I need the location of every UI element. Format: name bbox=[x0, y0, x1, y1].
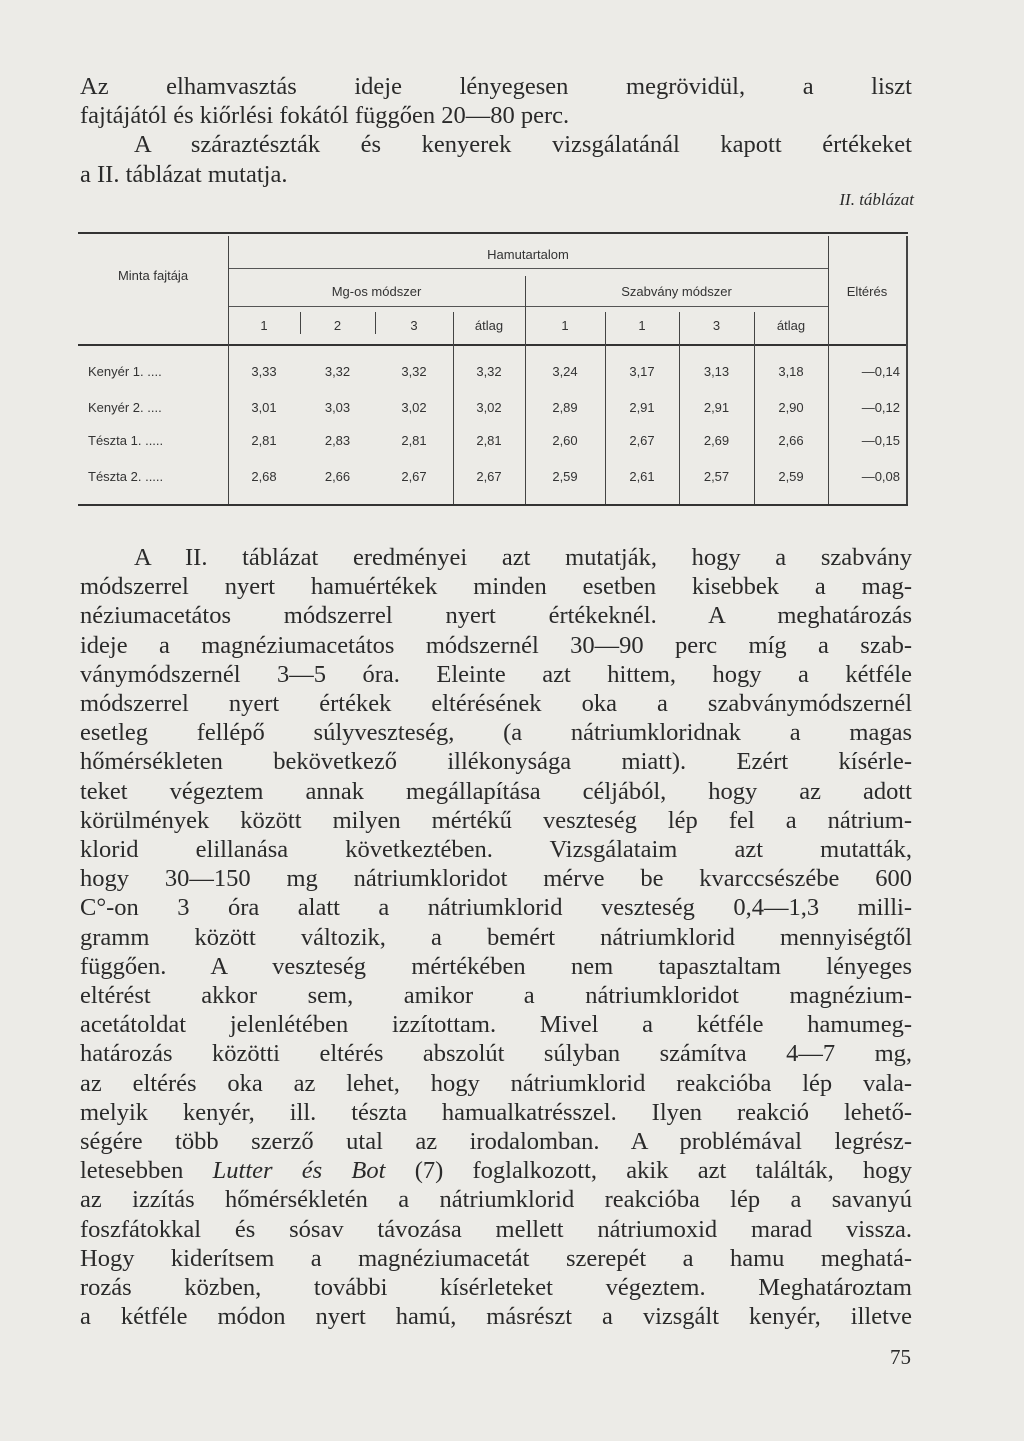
text-fragment: letesebben bbox=[80, 1157, 213, 1185]
header-ash-content: Hamutartalom bbox=[487, 247, 569, 262]
table-rule bbox=[228, 306, 828, 307]
text-line: a kétféle módon nyert hamú, másrészt a vizsgált kenyér, illetve bbox=[80, 1303, 912, 1331]
table-cell-diff: —0,12 bbox=[861, 400, 900, 415]
table-cell: 2,66 bbox=[778, 433, 804, 448]
header-standard-method: Szabvány módszer bbox=[621, 284, 732, 299]
table-row-label: Kenyér 2. .... bbox=[88, 400, 162, 415]
table-cell: 3,13 bbox=[703, 364, 730, 379]
table-cell: 3,03 bbox=[324, 400, 351, 415]
text-line: esetleg fellépő súlyveszteség, (a nátriumkloridnak a magas bbox=[80, 719, 912, 747]
table-cell: 3,32 bbox=[476, 364, 502, 379]
table-cell: 3,24 bbox=[552, 364, 578, 379]
text-line: eltérést akkor sem, amikor a nátriumkloridot magnézium- bbox=[80, 982, 912, 1010]
table-cell: 2,91 bbox=[703, 400, 730, 415]
text-line: néziumacetátos módszerrel nyert értékeknél. A meghatározás bbox=[80, 602, 912, 630]
text-line: módszerrel nyert értékek eltérésének oka a szabványmódszernél bbox=[80, 690, 912, 718]
table-cell: 2,68 bbox=[251, 469, 277, 484]
table-cell: 2,90 bbox=[778, 400, 804, 415]
text-line: acetátoldat jelenlétében izzítottam. Mivel a kétféle hamumeg- bbox=[80, 1011, 912, 1039]
subheader: átlag bbox=[474, 318, 504, 333]
table-cell: 2,89 bbox=[552, 400, 578, 415]
table-top-rule bbox=[78, 232, 908, 234]
text-line: rozás közben, további kísérleteket végeztem. Meghatároztam bbox=[80, 1274, 912, 1302]
table-cell: 2,81 bbox=[476, 433, 502, 448]
text-line: módszerrel nyert hamuértékek minden esetben kisebbek a mag- bbox=[80, 573, 912, 601]
table-cell: 3,18 bbox=[778, 364, 804, 379]
results-paragraph bbox=[80, 543, 912, 1331]
text-line: az izzítás hőmérsékletén a nátriumklorid reakcióba lép a savanyú bbox=[80, 1186, 912, 1214]
table-cell: 3,02 bbox=[476, 400, 502, 415]
table-cell: 3,01 bbox=[251, 400, 277, 415]
text-line: Az elhamvasztás ideje lényegesen megrövidül, a liszt bbox=[80, 73, 912, 100]
table-caption: II. táblázat bbox=[839, 190, 914, 209]
text-line: ségére több szerző utal az irodalomban. A problémával legrész- bbox=[80, 1128, 912, 1156]
table-rule bbox=[906, 236, 908, 504]
table-cell: 3,32 bbox=[324, 364, 351, 379]
header-difference: Eltérés bbox=[846, 284, 888, 299]
subheader: 2 bbox=[333, 318, 342, 333]
header-sample-type: Minta fajtája bbox=[117, 268, 189, 283]
table-cell: 2,81 bbox=[251, 433, 277, 448]
table-cell: 2,67 bbox=[401, 469, 427, 484]
text-line: Hogy kiderítsem a magnéziumacetát szerepét a hamu meghatá- bbox=[80, 1244, 912, 1272]
text-line: C°-on 3 óra alatt a nátriumklorid veszteség 0,4—1,3 milli- bbox=[80, 894, 912, 922]
header-mg-method: Mg-os módszer bbox=[331, 284, 422, 299]
table-cell: 2,59 bbox=[552, 469, 578, 484]
subheader: átlag bbox=[776, 318, 806, 333]
text-line: körülmények között milyen mértékű veszteség lép fel a nátrium- bbox=[80, 806, 912, 834]
intro-paragraph bbox=[80, 72, 912, 189]
ash-content-table bbox=[78, 232, 908, 506]
author-names: Lutter és Bot bbox=[212, 1157, 386, 1185]
table-cell: 2,60 bbox=[552, 433, 578, 448]
table-cell: 2,57 bbox=[703, 469, 730, 484]
subheader: 3 bbox=[712, 318, 721, 333]
table-row-label: Kenyér 1. .... bbox=[88, 364, 162, 379]
subheader: 1 bbox=[260, 318, 268, 333]
table-row-label: Tészta 2. ..... bbox=[88, 469, 164, 484]
table-cell: 3,17 bbox=[629, 364, 655, 379]
table-cell: 3,33 bbox=[251, 364, 277, 379]
table-cell: 2,91 bbox=[629, 400, 655, 415]
table-cell-diff: —0,08 bbox=[861, 469, 900, 484]
text-line: függően. A veszteség mértékében nem tapasztaltam lényeges bbox=[80, 952, 912, 980]
text-line: melyik kenyér, ill. tészta hamualkatrésszel. Ilyen reakció lehető- bbox=[80, 1098, 912, 1126]
subheader: 1 bbox=[638, 318, 646, 333]
text-line: A II. táblázat eredményei azt mutatják, hogy a szabvány bbox=[134, 544, 912, 571]
table-cell: 3,02 bbox=[401, 400, 427, 415]
table-cell-diff: —0,14 bbox=[861, 364, 900, 379]
table-bottom-rule bbox=[78, 504, 908, 506]
table-cell: 2,83 bbox=[324, 433, 351, 448]
text-fragment: (7) foglalkozott, akik azt találták, hogy bbox=[385, 1157, 912, 1185]
table-cell: 2,67 bbox=[476, 469, 502, 484]
text-line: fajtájától és kiőrlési fokától függően 20—80 perc. bbox=[80, 102, 570, 130]
text-line: a II. táblázat mutatja. bbox=[80, 160, 288, 188]
page-number: 75 bbox=[890, 1345, 911, 1369]
text-line: hőmérsékleten bekövetkező illékonysága miatt). Ezért kísérle- bbox=[80, 748, 912, 776]
text-line: A száraztészták és kenyerek vizsgálatánál kapott értékeket bbox=[134, 131, 912, 159]
table-rule bbox=[228, 268, 828, 269]
table-cell: 2,69 bbox=[703, 433, 730, 448]
text-line: foszfátokkal és sósav távozása mellett nátriumoxid marad vissza. bbox=[80, 1215, 912, 1243]
table-cell: 3,32 bbox=[401, 364, 427, 379]
text-line: az eltérés oka az lehet, hogy nátriumklorid reakcióba lép vala- bbox=[80, 1069, 912, 1097]
text-line: ideje a magnéziumacetátos módszernél 30—90 perc míg a szab- bbox=[80, 631, 912, 659]
table-cell: 2,67 bbox=[629, 433, 655, 448]
table-cell-diff: —0,15 bbox=[861, 433, 900, 448]
text-line: klorid elillanása következtében. Vizsgálataim azt mutatták, bbox=[80, 836, 912, 864]
text-line: gramm között változik, a bemért nátriumklorid mennyiségtől bbox=[80, 923, 912, 951]
text-line: ványmódszernél 3—5 óra. Eleinte azt hittem, hogy a kétféle bbox=[80, 660, 912, 688]
table-cell: 2,61 bbox=[629, 469, 655, 484]
text-line: határozás közötti eltérés abszolút súlyban számítva 4—7 mg, bbox=[80, 1040, 912, 1068]
table-cell: 2,66 bbox=[324, 469, 351, 484]
table-cell: 2,81 bbox=[401, 433, 427, 448]
table-row-label: Tészta 1. ..... bbox=[88, 433, 164, 448]
subheader: 1 bbox=[561, 318, 569, 333]
text-line: hogy 30—150 mg nátriumkloridot mérve be kvarccsészébe 600 bbox=[80, 865, 912, 893]
text-line bbox=[80, 1156, 912, 1185]
subheader: 3 bbox=[410, 318, 418, 333]
table-cell: 2,59 bbox=[778, 469, 804, 484]
text-line: teket végeztem annak megállapítása céljából, hogy az adott bbox=[80, 777, 912, 805]
table-header-rule bbox=[78, 344, 908, 346]
